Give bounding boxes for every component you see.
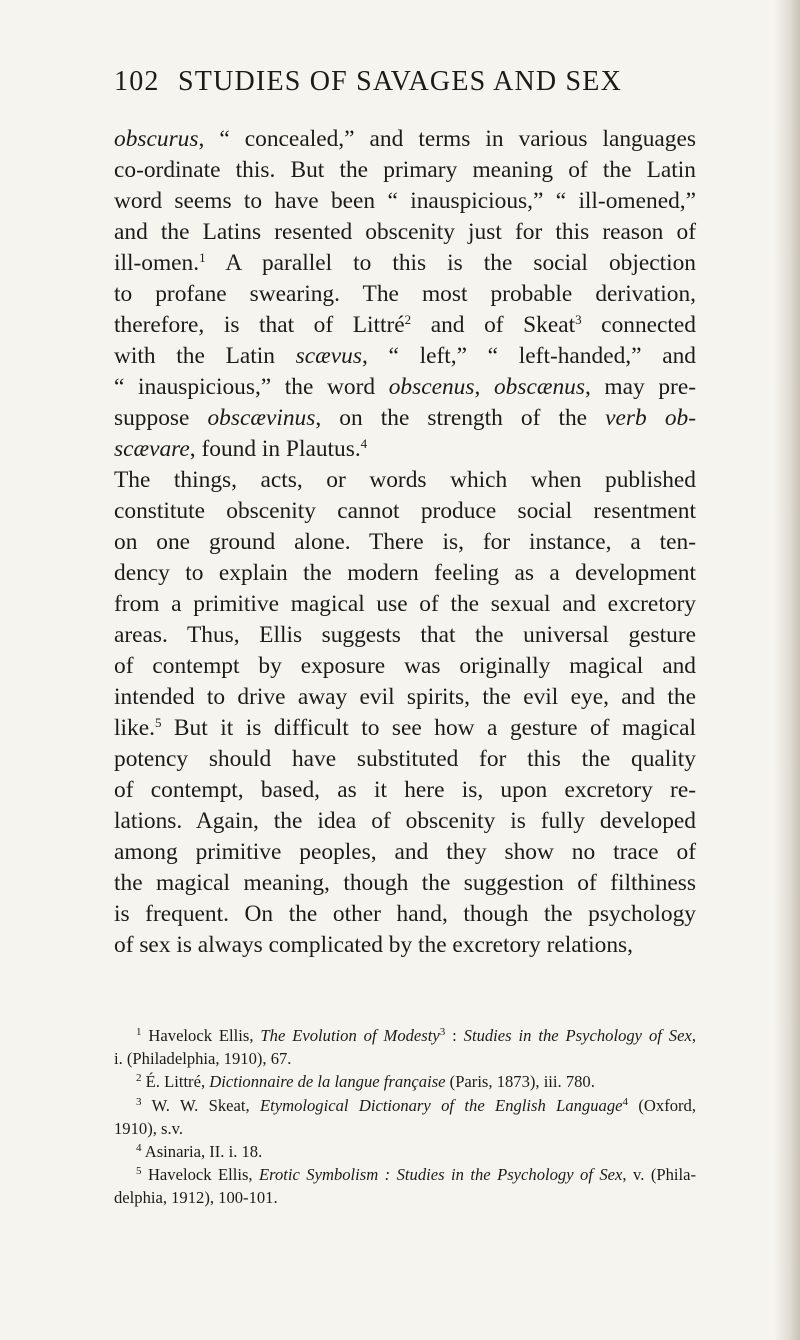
running-title: STUDIES OF SAVAGES AND SEX: [178, 66, 623, 97]
text-line: [114, 806, 696, 837]
footnote-marker: 2: [404, 312, 412, 327]
footnote-marker: 2: [136, 1072, 142, 1085]
text-run: like.: [114, 715, 155, 741]
text-run: and the Latins resented obscenity just for this reason of: [114, 219, 696, 245]
text-line: [114, 279, 696, 310]
text-line: [114, 868, 696, 899]
text-line: [114, 558, 696, 589]
text-run: and of Skeat: [411, 312, 576, 338]
text-run: intended to drive away evil spirits, the evil eye, and the: [114, 684, 696, 710]
text-run: the magical meaning, though the suggestion of filthiness: [114, 870, 696, 896]
italic-term: Dictionnaire de la langue française: [209, 1072, 446, 1092]
page-number: 102: [114, 66, 160, 97]
italic-term: scævus: [295, 343, 362, 369]
text-line: [114, 217, 696, 248]
text-line: [114, 372, 696, 403]
footnote-marker: 3: [439, 1026, 446, 1038]
italic-term: Studies in the Psychology of Sex: [463, 1026, 692, 1045]
text-line: [114, 589, 696, 620]
text-run: , on the strength of the: [315, 405, 606, 431]
footnote-marker: 3: [136, 1095, 142, 1108]
page-edge-shadow: [774, 0, 800, 1340]
text-run: (Paris, 1873), iii. 780.: [445, 1072, 595, 1092]
footnote-marker: 1: [199, 250, 206, 265]
text-line: [114, 713, 696, 744]
text-line: [114, 651, 696, 682]
text-run: , “ concealed,” and terms in various languages: [198, 126, 696, 152]
italic-term: Erotic Symbolism : Studies in the Psychology of Sex: [259, 1165, 623, 1185]
text-run: Havelock Ellis,: [141, 1026, 261, 1045]
footnote-line: [114, 1117, 696, 1140]
text-line: [114, 744, 696, 775]
italic-term: scævare: [114, 436, 190, 462]
text-run: É. Littré,: [141, 1072, 210, 1092]
text-line: [114, 155, 696, 186]
text-run: The things, acts, or words which when published: [114, 467, 696, 493]
text-run: , “ left,” “ left-handed,” and: [361, 343, 696, 369]
text-line: [114, 341, 696, 372]
text-line: [114, 527, 696, 558]
text-line: [114, 682, 696, 713]
text-run: of contempt, based, as it here is, upon excretory re-: [114, 777, 696, 803]
text-run: , v. (Phila-: [622, 1165, 696, 1185]
text-run: “ inauspicious,” the word: [114, 374, 389, 400]
text-run: But it is difficult to see how a gesture of magical: [161, 715, 696, 741]
text-line: [114, 620, 696, 651]
footnote-marker: 1: [136, 1026, 142, 1038]
text-line: [114, 248, 696, 279]
text-run: lations. Again, the idea of obscenity is fully developed: [114, 808, 696, 834]
italic-term: obscurus: [114, 126, 199, 152]
italic-term: verb ob-: [605, 405, 696, 431]
text-run: 1910), s.v.: [114, 1118, 183, 1138]
text-run: of contempt by exposure was originally magical and: [114, 653, 696, 679]
text-run: , may pre-: [584, 374, 696, 400]
text-run: potency should have substituted for this the quality: [114, 746, 696, 772]
text-run: on one ground alone. There is, for instance, a ten-: [114, 529, 696, 555]
text-line: [114, 124, 696, 155]
text-line: [114, 496, 696, 527]
text-run: with the Latin: [114, 343, 296, 369]
text-line: [114, 310, 696, 341]
text-run: among primitive peoples, and they show no trace of: [114, 839, 696, 865]
footnote-line: [114, 1094, 696, 1117]
text-line: [114, 775, 696, 806]
footnote-marker: 5: [136, 1165, 142, 1178]
text-run: connected: [581, 312, 696, 338]
text-line: [114, 465, 696, 496]
text-run: ,: [474, 374, 494, 400]
text-run: W. W. Skeat,: [141, 1095, 260, 1115]
footnote-line: [114, 1024, 696, 1047]
text-line: [114, 837, 696, 868]
italic-term: obscævinus: [207, 405, 316, 431]
text-run: ,: [691, 1026, 696, 1045]
text-run: Havelock Ellis,: [141, 1165, 259, 1185]
text-run: is frequent. On the other hand, though the psychology: [114, 901, 696, 927]
text-run: therefore, is that of Littré: [114, 312, 405, 338]
footnote-line: [114, 1070, 696, 1093]
text-run: word seems to have been “ inauspicious,” “ ill-omened,”: [114, 188, 696, 214]
italic-term: obscenus: [388, 374, 475, 400]
text-line: [114, 930, 696, 961]
footnote-line: [114, 1186, 696, 1209]
text-run: areas. Thus, Ellis suggests that the universal gesture: [114, 622, 696, 648]
footnote-line: [114, 1163, 696, 1186]
text-run: to profane swearing. The most probable derivation,: [114, 281, 696, 307]
text-run: :: [445, 1026, 464, 1045]
text-run: co-ordinate this. But the primary meaning of the Latin: [114, 157, 696, 183]
running-header: [114, 66, 674, 98]
footnote-marker: 4: [136, 1141, 142, 1154]
text-run: constitute obscenity cannot produce social resentment: [114, 498, 696, 524]
italic-term: The Evolution of Modesty: [260, 1026, 440, 1045]
italic-term: obscænus: [493, 374, 585, 400]
footnote-marker: 3: [575, 312, 582, 327]
text-line: [114, 434, 696, 465]
text-line: [114, 403, 696, 434]
text-run: A parallel to this is the social objection: [205, 250, 696, 276]
text-run: suppose: [114, 405, 208, 431]
footnote-line: [114, 1047, 696, 1070]
text-line: [114, 899, 696, 930]
footnote-marker: 4: [360, 436, 368, 451]
text-run: from a primitive magical use of the sexual and excretory: [114, 591, 696, 617]
text-run: i. (Philadelphia, 1910), 67.: [114, 1049, 292, 1069]
text-line: [114, 186, 696, 217]
footnote-marker: 5: [154, 715, 162, 730]
italic-term: Etymological Dictionary of the English Language: [260, 1095, 623, 1115]
text-run: (Oxford,: [628, 1095, 696, 1115]
footnote-line: [114, 1140, 696, 1163]
text-run: of sex is always complicated by the excretory relations,: [114, 932, 633, 958]
text-run: ill-omen.: [114, 250, 200, 276]
footnote-marker: 4: [622, 1095, 629, 1108]
text-run: , found in Plautus.: [189, 436, 361, 462]
text-run: delphia, 1912), 100-101.: [114, 1188, 278, 1208]
text-run: Asinaria, II. i. 18.: [141, 1141, 263, 1161]
footnotes: [114, 1024, 696, 1210]
body-text: [114, 124, 696, 961]
text-run: dency to explain the modern feeling as a development: [114, 560, 696, 586]
